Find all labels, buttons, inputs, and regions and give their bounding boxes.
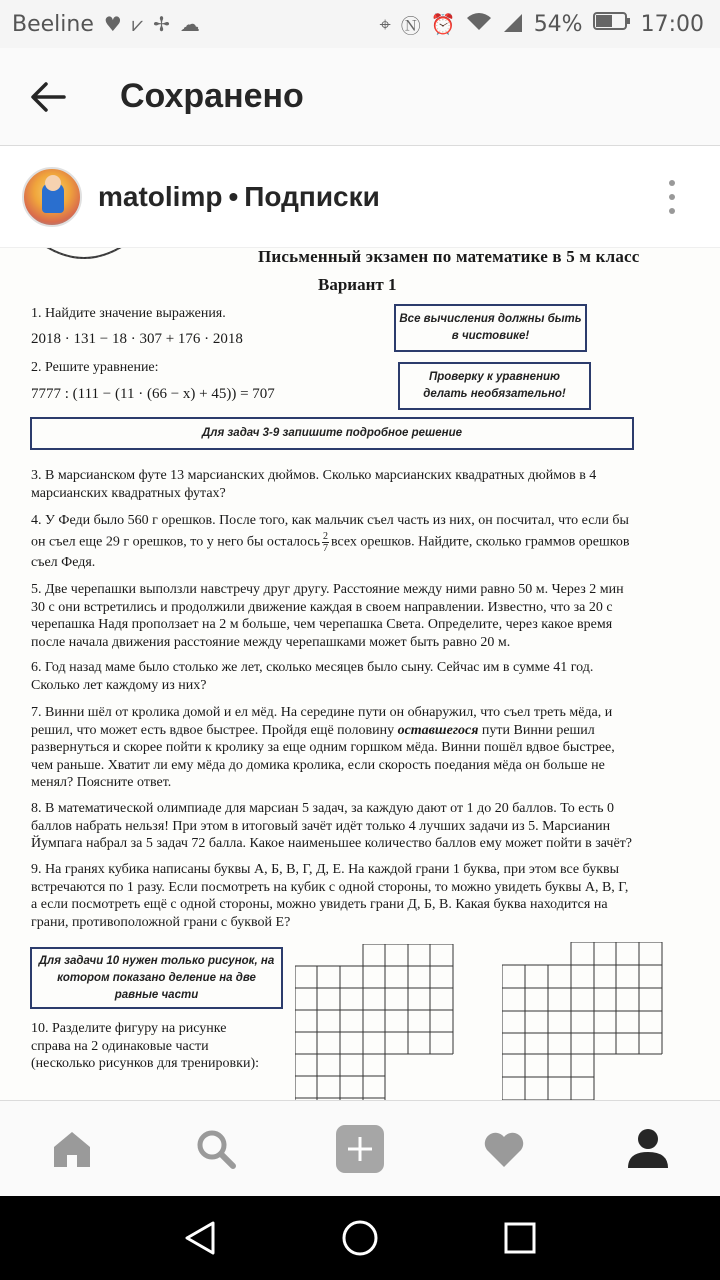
text-line: Йумпага набрал за 5 задач 72 балла. Какое наименьшее количество баллов ему может пойти в зачёт?: [31, 836, 633, 852]
text-line: Сколько лет каждому из них?: [31, 677, 207, 693]
circle-home-icon: [341, 1219, 379, 1257]
text-line: баллов набрать нельзя! При этом в итоговый зачёт идёт только 4 лучших задачи из 5. Марсианин: [31, 818, 611, 834]
text-line: встречаются по 1 разу. Если посмотреть на кубик с одной стороны, то можно увидеть буквы А, В, Г,: [31, 879, 629, 895]
note-line: Все вычисления должны быть: [399, 313, 582, 325]
post-user-line: [98, 181, 380, 213]
fraction-denominator: 7: [322, 542, 328, 554]
emphasis-text: оставшегося: [397, 722, 479, 738]
nav-search-button[interactable]: [168, 1101, 264, 1197]
page-title: Сохранено: [120, 77, 304, 115]
separator-dot: •: [228, 180, 239, 212]
question-7: [31, 704, 615, 792]
status-bar: [0, 0, 720, 48]
system-home-button[interactable]: [330, 1208, 390, 1268]
system-navigation: [0, 1196, 720, 1280]
note-line: равные части: [114, 988, 199, 1001]
text-line: 3. В марсианском футе 13 марсианских дюймов. Сколько марсианских квадратных дюймов в 4: [31, 468, 597, 483]
more-options-button[interactable]: [664, 180, 680, 214]
text-line: чем раньше. Хватит ли ему мёда до домика кролика, если скорость поедания мёда он больше не: [31, 757, 605, 773]
text-part: пути Винни решил: [481, 722, 595, 738]
text-line: (несколько рисунков для тренировки):: [31, 1056, 260, 1072]
document-title: Письменный экзамен по математике в 5 м класс: [258, 248, 640, 266]
fraction-numerator: 2: [322, 530, 328, 542]
bottom-navigation: [0, 1100, 720, 1196]
system-recents-button[interactable]: [490, 1208, 550, 1268]
heart-icon: [482, 1129, 526, 1169]
avatar[interactable]: [22, 167, 82, 227]
text-line: 9. На гранях кубика написаны буквы А, Б, В, Г, Д, Е. На каждой грани 1 буква, при этом все буквы: [31, 862, 620, 877]
text-line: грани, противоположной грани с буквой Е?: [31, 914, 291, 930]
question-2-expression: 7777 : (111 − (11 · (66 − x) + 45)) = 707: [31, 386, 275, 402]
system-back-button[interactable]: [170, 1208, 230, 1268]
text-line: 4. У Феди было 560 г орешков. После того, как мальчик съел часть из них, он посчитал, что если бы: [31, 513, 629, 528]
back-button[interactable]: [0, 48, 96, 146]
note-line: Проверку к уравнению: [428, 371, 560, 383]
download-icon: ⩗: [131, 12, 144, 36]
text-line: менял? Поясните ответ.: [31, 775, 172, 791]
text-line: 30 с они встретились и продолжили движение каждая в своем направлении. Известно, что за 20 с: [31, 599, 613, 615]
nav-activity-button[interactable]: [456, 1101, 552, 1197]
add-icon: [336, 1125, 384, 1173]
carrier-label: Beeline: [12, 11, 94, 37]
note-line: делать необязательно!: [423, 388, 566, 400]
more-dot-icon: [669, 194, 675, 200]
more-dot-icon: [669, 180, 675, 186]
username-link[interactable]: matolimp: [98, 180, 223, 212]
note-line: котором показано деление на две: [57, 971, 256, 984]
text-line: 7. Винни шёл от кролика домой и ел мёд. На середине пути он обнаружил, что съел треть мёда, и: [31, 705, 613, 720]
post-photo[interactable]: [0, 248, 720, 1100]
clock-time: 17:00: [640, 11, 704, 37]
question-9: [31, 861, 628, 931]
text-line: развернуться и скорее пойти к кролику за еще одним горшком мёда. Винни пошёл вдвое быстрее,: [31, 740, 615, 756]
question-5: [31, 581, 624, 651]
text-line: после начала движения расстояние между черепашками может быть равно 20 м.: [31, 634, 511, 650]
text-line: черепашка Надя проползает на 2 м больше, чем черепашка Света. Определите, через какое время: [31, 617, 613, 633]
pinwheel-icon: ✢: [153, 12, 170, 36]
text-part: решил, что может есть вдвое быстрее. Пройдя ещё половину: [31, 722, 395, 738]
follow-status[interactable]: Подписки: [244, 180, 380, 212]
grid-figure-2: [502, 942, 664, 1100]
wifi-icon: [466, 12, 492, 37]
note-check: [398, 362, 591, 410]
question-10: [31, 1020, 259, 1073]
question-4: [31, 512, 629, 571]
signal-icon: [502, 12, 524, 37]
note-line: в чистовике!: [451, 330, 530, 342]
document-variant: Вариант 1: [318, 275, 397, 294]
avatar-head: [45, 175, 61, 191]
home-icon: [50, 1129, 94, 1169]
search-icon: [195, 1128, 237, 1170]
profile-icon: [627, 1128, 669, 1170]
nfc-icon: Ⓝ: [400, 13, 421, 38]
grid-figure-1: [295, 944, 455, 1100]
question-6: [31, 659, 593, 694]
text-line: [31, 531, 629, 554]
question-2: 2. Решите уравнение:: [31, 360, 159, 375]
text-line: 8. В математической олимпиаде для марсиан 5 задач, за каждую дают от 1 до 20 баллов. То есть 0: [31, 801, 615, 816]
triangle-back-icon: [183, 1220, 217, 1256]
nav-profile-button[interactable]: [600, 1101, 696, 1197]
heart-pulse-icon: ♥: [103, 12, 122, 36]
nav-add-button[interactable]: [312, 1101, 408, 1197]
lab-logo-icon: [38, 248, 130, 268]
note-detailed-solution: Для задач 3-9 запишите подробное решение: [30, 417, 634, 450]
cloud-icon: ☁: [179, 12, 200, 36]
battery-icon: [593, 11, 631, 37]
note-task-10: [30, 947, 283, 1009]
square-recents-icon: [503, 1221, 537, 1255]
arrow-left-icon: [30, 81, 66, 113]
note-line: Для задачи 10 нужен только рисунок, на: [38, 954, 275, 967]
note-calculations: [394, 304, 587, 352]
text-line: а если посмотреть ещё с одной стороны, можно увидеть грани Д, Б, В. Какая буква находится на: [31, 897, 608, 913]
fraction: [322, 531, 329, 554]
text-line: марсианских квадратных футах?: [31, 485, 226, 501]
more-dot-icon: [669, 208, 675, 214]
battery-percent: 54%: [533, 11, 583, 37]
text-line: справа на 2 одинаковые части: [31, 1038, 209, 1054]
text-line: 10. Разделите фигуру на рисунке: [31, 1021, 227, 1036]
question-1-expression: 2018 · 131 − 18 · 307 + 176 · 2018: [31, 331, 243, 347]
text-line: 5. Две черепашки выползли навстречу друг другу. Расстояние между ними равно 50 м. Через 2 мин: [31, 582, 624, 597]
post-header: [0, 146, 720, 248]
alarm-icon: ⏰: [430, 12, 456, 36]
location-icon: ⌖: [379, 12, 391, 36]
question-8: [31, 800, 632, 853]
text-part: он съел еще 29 г орешков, то у него бы осталось: [31, 534, 320, 550]
text-line: съел Федя.: [31, 554, 96, 570]
nav-home-button[interactable]: [24, 1101, 120, 1197]
text-part: всех орешков. Найдите, сколько граммов орешков: [330, 534, 630, 550]
text-line: [31, 722, 615, 740]
question-1: 1. Найдите значение выражения.: [31, 306, 226, 321]
question-3: [31, 467, 596, 502]
app-bar: [0, 48, 720, 146]
text-line: 6. Год назад маме было столько же лет, сколько месяцев было сыну. Сейчас им в сумме 41 год.: [31, 660, 594, 675]
